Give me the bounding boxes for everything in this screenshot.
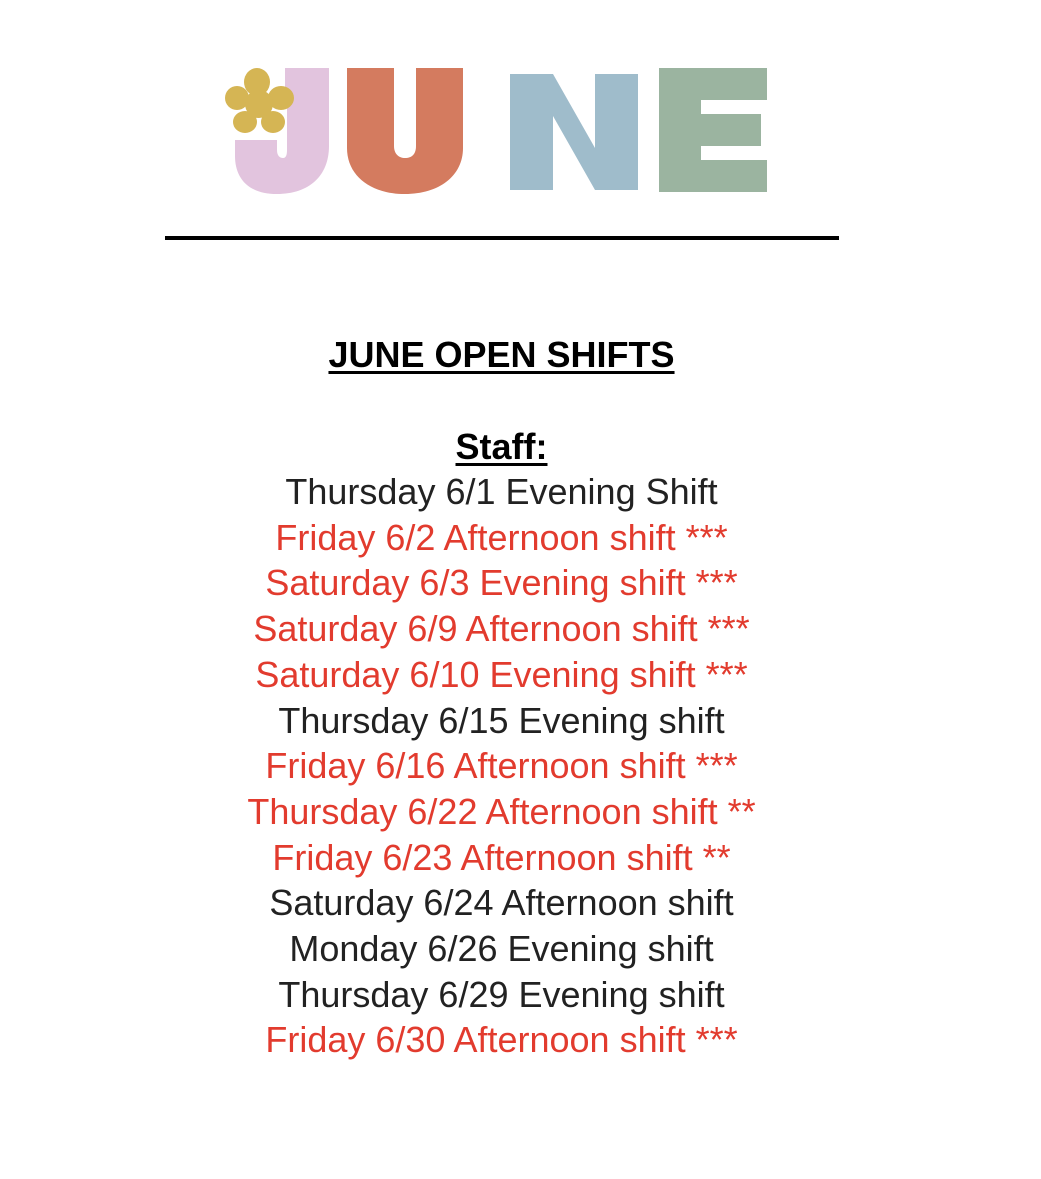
flower-icon [225,68,294,133]
shift-item: Saturday 6/9 Afternoon shift *** [253,608,750,650]
page-title: JUNE OPEN SHIFTS [328,334,675,375]
june-logo [225,68,770,194]
logo-letter-n [510,74,638,190]
shift-item: Friday 6/23 Afternoon shift ** [272,836,731,878]
shift-announcement [0,333,1003,1063]
june-logo-artwork [225,68,770,194]
shift-list [0,469,1003,1063]
shift-item: Saturday 6/3 Evening shift *** [265,562,738,604]
shift-item: Thursday 6/29 Evening shift [278,973,725,1015]
logo-letter-u [347,68,463,194]
shift-item: Thursday 6/22 Afternoon shift ** [247,790,756,832]
shift-item: Monday 6/26 Evening shift [289,928,714,970]
shift-item: Friday 6/16 Afternoon shift *** [265,745,738,787]
logo-letter-e [659,68,767,192]
shift-item: Saturday 6/24 Afternoon shift [269,882,734,924]
shift-item: Friday 6/2 Afternoon shift *** [275,516,728,558]
horizontal-divider [165,236,839,240]
shift-item: Thursday 6/1 Evening Shift [285,471,718,512]
shift-item: Saturday 6/10 Evening shift *** [255,653,748,695]
shift-item: Friday 6/30 Afternoon shift *** [265,1019,738,1061]
shift-item: Thursday 6/15 Evening shift [278,699,725,741]
staff-section-label: Staff: [455,426,548,467]
